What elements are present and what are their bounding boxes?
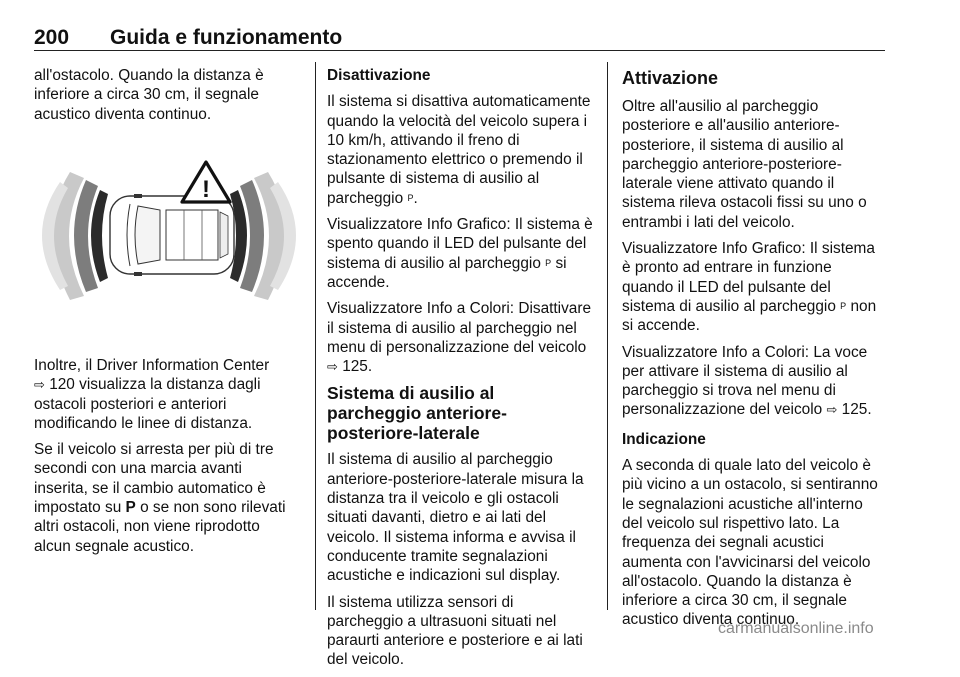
page-ref: 120 [49, 376, 75, 394]
column-2 [327, 66, 593, 677]
parking-sensors-illustration [34, 150, 304, 350]
col3-paragraph: Visualizzatore Info Grafico: Il sistema è pronto ad entrare in funzione quando il LED del pulsante del sistema di ausilio al parcheggio P non si accende. [622, 240, 877, 335]
col3-paragraph: Oltre all'ausilio al parcheggio posteriore e all'ausilio anteriore-posteriore, il sistema di ausilio al parcheggio anteriore-posteriore-laterale viene attivato quando il sistema rileva ostacoli fissi su uno o entrambi i lati del veicolo. [622, 98, 867, 231]
col2-paragraph: Il sistema utilizza sensori di parcheggio a ultrasuoni situati nel paraurti anteriore e posteriore e ai lati del veicolo. [327, 593, 583, 669]
parking-button-icon: P [840, 300, 847, 311]
watermark: carmanualsonline.info [718, 620, 874, 637]
section-title: Sistema di ausilio al parcheggio anteriore-posteriore-laterale [327, 383, 507, 444]
col2-paragraph: Il sistema si disattiva automaticamente quando la velocità del veicolo supera i 10 km/h, attivando il freno di stazionamento elettrico o premendo il pulsante di sistema di ausilio al parcheggio P. [327, 93, 591, 207]
parking-button-icon: P [407, 192, 414, 203]
section-title-activation: Attivazione [622, 68, 719, 88]
arrow-ref-icon: ⇨ [826, 402, 838, 418]
col2-paragraph: Il sistema di ausilio al parcheggio anteriore-posteriore-laterale misura la distanza tra il veicolo e gli ostacoli situati davanti, dietro e ai lati del veicolo. Il sistema informa e avvisa il conducente tramite segnalazioni acustiche e indicazioni sul display. [327, 451, 584, 585]
col2-paragraph: Visualizzatore Info Grafico: Il sistema è spento quando il LED del pulsante del sistema di ausilio al parcheggio P si accende. [327, 216, 593, 291]
col3-paragraph: A seconda di quale lato del veicolo è più vicino a un ostacolo, si sentiranno le segnalazioni acustiche all'interno del veicolo sul rispettivo lato. La frequenza dei segnali acustici aumenta con l'avvicinarsi del veicolo all'ostacolo. Quando la distanza è inferiore a circa 30 cm, il segnale acustico diventa continuo. [622, 457, 878, 629]
arrow-ref-icon: ⇨ [327, 359, 338, 375]
col1-lower [34, 356, 299, 563]
page-ref: 125 [841, 401, 868, 419]
column-3 [622, 66, 886, 637]
parking-sensor-figure [34, 150, 304, 350]
col2-paragraph: Visualizzatore Info a Colori: Disattivare il sistema di ausilio al parcheggio nel menu di personalizzazione del veicolo ⇨ 125. [327, 300, 592, 376]
car-top-view [110, 194, 234, 276]
warning-triangle-icon [182, 162, 230, 203]
page-ref: 125 [342, 358, 368, 376]
page-number: 200 [34, 26, 70, 49]
col1-paragraph: Se il veicolo si arresta per più di tre secondi con una marcia avanti inserita, se il cambio automatico è impostato su P o se non sono rilevati altri ostacoli, non viene riprodotto alcun segnale acustico. [34, 441, 286, 555]
warning-symbol: ! [202, 176, 210, 203]
arrow-ref-icon: ⇨ [34, 377, 45, 393]
col1-intro: all'ostacolo. Quando la distanza è inferiore a circa 30 cm, il segnale acustico diventa continuo. [34, 67, 264, 123]
col1-paragraph: Inoltre, il Driver Information Center ⇨ 120 visualizza la distanza dagli ostacoli posteriori e anteriori modificando le linee di distanza. [34, 357, 270, 432]
column-1 [34, 66, 299, 555]
chapter-title: Guida e funzionamento [110, 26, 343, 49]
col3-paragraph: Visualizzatore Info a Colori: La voce per attivare il sistema di ausilio al parcheggio si trova nel menu di personalizzazione del veicolo ⇨ 125. [622, 343, 872, 419]
gear-position: P [125, 499, 136, 517]
subtitle-indication: Indicazione [622, 430, 706, 448]
column-divider [315, 62, 316, 610]
header-rule [34, 50, 885, 51]
parking-button-icon: P [545, 257, 552, 268]
page-header [34, 26, 885, 52]
column-divider [607, 62, 608, 610]
subtitle-deactivation: Disattivazione [327, 67, 431, 84]
